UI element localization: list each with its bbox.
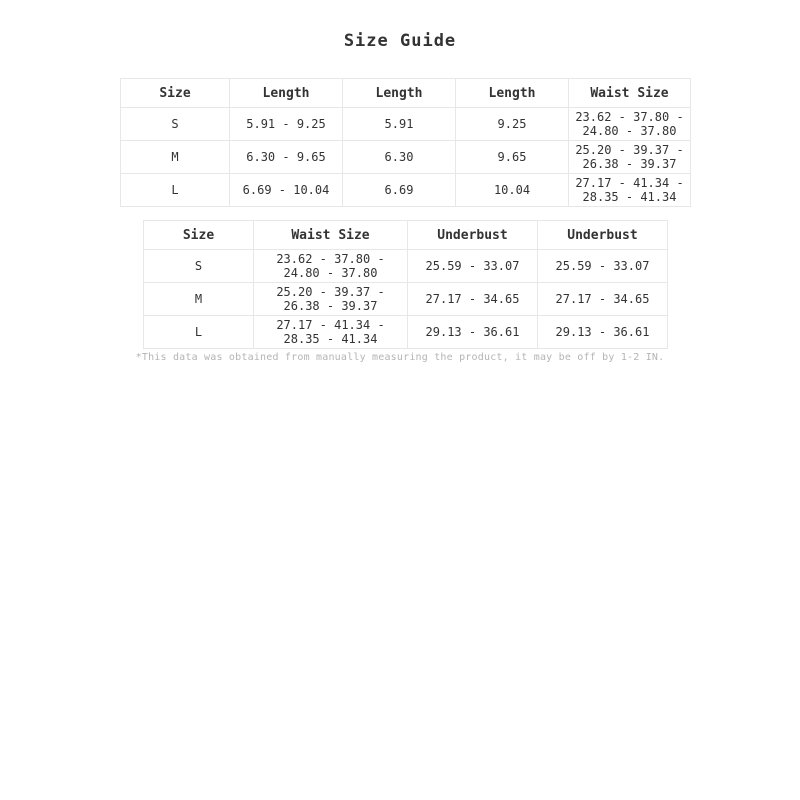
column-header: Length [230, 79, 343, 108]
table-cell: 6.30 [343, 141, 456, 174]
table-row [144, 283, 668, 316]
table-cell: 25.59 - 33.07 [538, 250, 668, 283]
table-cell: 5.91 [343, 108, 456, 141]
table-cell: 29.13 - 36.61 [408, 316, 538, 349]
table-cell: 23.62 - 37.80 - 24.80 - 37.80 [569, 108, 691, 141]
table-cell: 27.17 - 41.34 - 28.35 - 41.34 [569, 174, 691, 207]
table-cell: L [144, 316, 254, 349]
table-row [144, 316, 668, 349]
table-cell: 27.17 - 34.65 [408, 283, 538, 316]
table-cell: M [144, 283, 254, 316]
table-cell: 25.20 - 39.37 - 26.38 - 39.37 [569, 141, 691, 174]
table-row [121, 141, 691, 174]
column-header: Size [144, 221, 254, 250]
table-cell: 27.17 - 34.65 [538, 283, 668, 316]
column-header: Underbust [538, 221, 668, 250]
table-cell: 6.30 - 9.65 [230, 141, 343, 174]
table-cell: 27.17 - 41.34 - 28.35 - 41.34 [254, 316, 408, 349]
page-title: Size Guide [343, 31, 457, 51]
column-header: Waist Size [569, 79, 691, 108]
table-cell: L [121, 174, 230, 207]
table-cell: 23.62 - 37.80 - 24.80 - 37.80 [254, 250, 408, 283]
table-cell: 10.04 [456, 174, 569, 207]
table-row [121, 108, 691, 141]
table-cell: 6.69 - 10.04 [230, 174, 343, 207]
table-cell: 5.91 - 9.25 [230, 108, 343, 141]
column-header: Size [121, 79, 230, 108]
size-table-lengths [120, 78, 691, 207]
table-cell: 6.69 [343, 174, 456, 207]
table-cell: 9.65 [456, 141, 569, 174]
column-header: Length [343, 79, 456, 108]
table-cell: 25.59 - 33.07 [408, 250, 538, 283]
table-cell: M [121, 141, 230, 174]
table-row [144, 250, 668, 283]
column-header: Length [456, 79, 569, 108]
table-cell: 9.25 [456, 108, 569, 141]
table-cell: 25.20 - 39.37 - 26.38 - 39.37 [254, 283, 408, 316]
column-header: Waist Size [254, 221, 408, 250]
table-cell: S [144, 250, 254, 283]
column-header: Underbust [408, 221, 538, 250]
size-table-waist-underbust [143, 220, 668, 349]
header-row [144, 221, 668, 250]
table-cell: S [121, 108, 230, 141]
footnote: *This data was obtained from manually measuring the product, it may be off by 1-2 IN. [135, 352, 665, 363]
header-row [121, 79, 691, 108]
table-row [121, 174, 691, 207]
table-cell: 29.13 - 36.61 [538, 316, 668, 349]
